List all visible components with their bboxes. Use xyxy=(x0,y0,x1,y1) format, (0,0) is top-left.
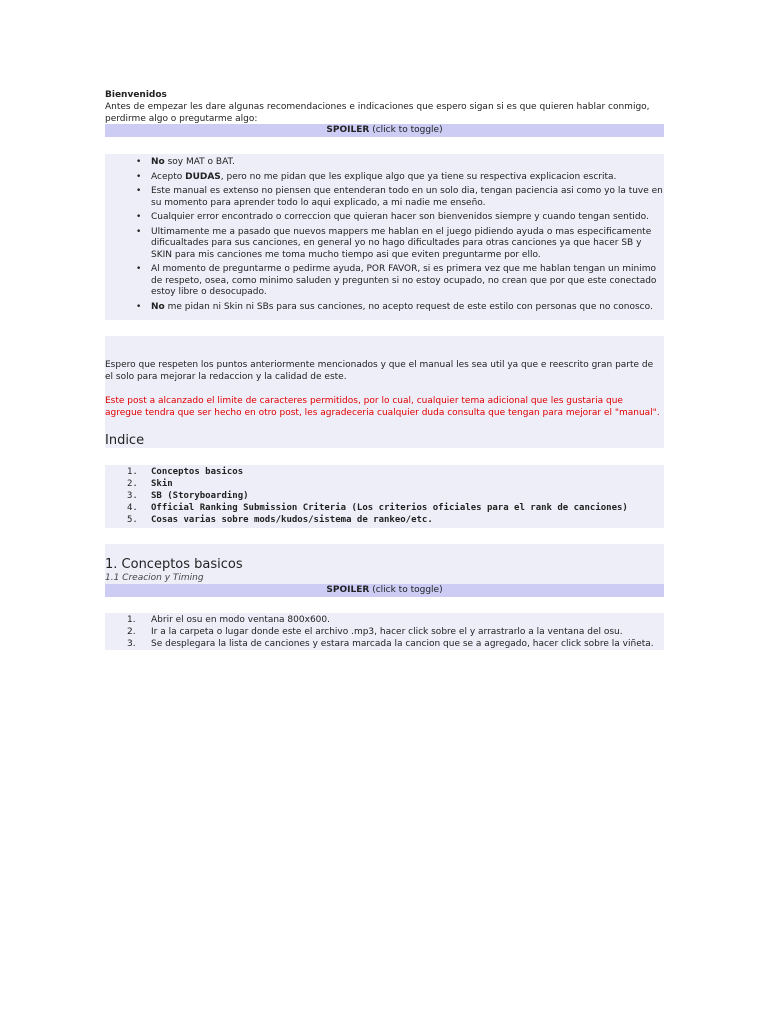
rule-item: • No me pidan ni Skin ni SBs para sus canciones, no acepto request de este estilo con personas que no conosco. xyxy=(151,302,664,314)
spoiler-toggle-2[interactable] xyxy=(105,584,664,597)
step-item: 3. Se desplegara la lista de canciones y estara marcada la cancion que se a agregado, hacer click sobre la viñeta. xyxy=(127,639,654,649)
rule-item: • No soy MAT o BAT. xyxy=(151,157,664,169)
rules-block xyxy=(105,154,664,320)
closing-block xyxy=(105,336,664,448)
rules-list xyxy=(105,154,664,313)
spoiler-hint: (click to toggle) xyxy=(372,585,443,595)
step-item: 2. Ir a la carpeta o lugar donde este el archivo .mp3, hacer click sobre el y arrastrarlo a la ventana del osu. xyxy=(127,627,623,637)
section1-subtitle: 1.1 Creacion y Timing xyxy=(105,573,204,583)
rule-item: • Ultimamente me a pasado que nuevos mappers me hablan en el juego pidiendo ayuda o mas especificamente dificualtades para sus canciones, en general yo no hago dificultades para otras canciones ya que hacer SB y SKIN para mis canciones me toma mucho tiempo asi que eviten preguntarme por ello. xyxy=(151,227,664,262)
rule-item: • Al momento de preguntarme o pedirme ayuda, POR FAVOR, si es primera vez que me hablan tengan un minimo de respeto, osea, como minimo saluden y pregunten si no estoy ocupado, no crean que por que este conectado estoy libre o desocupado. xyxy=(151,264,664,299)
section1-header xyxy=(105,544,664,584)
index-item[interactable]: 2. Skin xyxy=(127,479,173,489)
intro-text: Antes de empezar les dare algunas recomendaciones e indicaciones que espero sigan si es que quieren hablar conmigo, perdirme algo o pregutarme algo: xyxy=(105,102,650,124)
index-item[interactable]: 5. Cosas varias sobre mods/kudos/sistema de rankeo/etc. xyxy=(127,515,433,525)
index-title: Indice xyxy=(105,433,145,448)
index-item[interactable]: 4. Official Ranking Submission Criteria (Los criterios oficiales para el rank de canciones) xyxy=(127,503,628,513)
rule-item: • Este manual es extenso no piensen que entenderan todo en un solo dia, tengan paciencia asi como yo la tuve en su momento para aprender todo lo aqui explicado, a mi nadie me enseño. xyxy=(151,186,664,209)
index-item[interactable]: 3. SB (Storyboarding) xyxy=(127,491,249,501)
index-item[interactable]: 1. Conceptos basicos xyxy=(127,467,244,477)
index-block xyxy=(105,465,664,528)
rule-item: • Acepto DUDAS, pero no me pidan que les explique algo que ya tiene su respectiva explicacion escrita. xyxy=(151,172,664,184)
closing-text: Espero que respeten los puntos anteriormente mencionados y que el manual les sea util ya que e reescrito gran parte de el solo para mejorar la redaccion y la calidad de este. xyxy=(105,360,654,382)
intro-block xyxy=(105,89,664,125)
section1-title: 1. Conceptos basicos xyxy=(105,557,243,572)
steps-list xyxy=(105,613,664,650)
warning-text: Este post a alcanzado el limite de caracteres permitidos, por lo cual, cualquier tema adicional que les gustaria que agregue tendra que ser hecho en otro post, les agradeceria cualquier duda consulta que tengan para mejorar el "manual". xyxy=(105,396,660,418)
step-item: 1. Abrir el osu en modo ventana 800x600. xyxy=(127,615,330,625)
rule-item: • Cualquier error encontrado o correccion que quieran hacer son bienvenidos siempre y cuando tengan sentido. xyxy=(151,212,664,224)
index-list xyxy=(105,465,664,526)
intro-heading: Bienvenidos xyxy=(105,90,167,100)
spoiler-label: SPOILER xyxy=(326,585,370,595)
spoiler-toggle-1[interactable] xyxy=(105,124,664,137)
steps-block xyxy=(105,613,664,650)
spoiler-label: SPOILER xyxy=(326,125,370,135)
spoiler-hint: (click to toggle) xyxy=(372,125,443,135)
